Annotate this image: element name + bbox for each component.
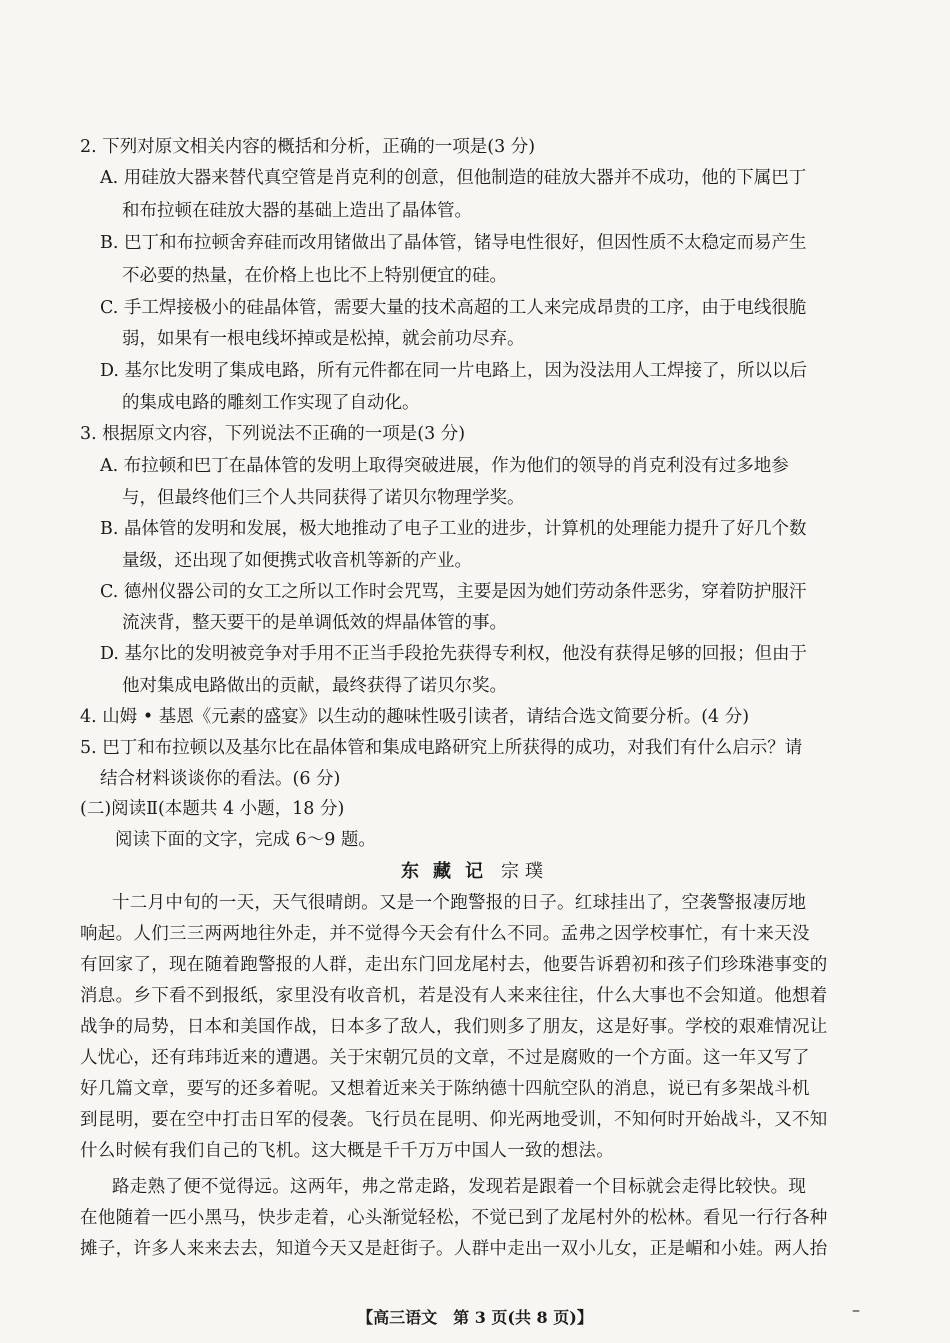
question-2-option-b-cont: 不必要的热量，在价格上也比不上特别便宜的硅。 bbox=[122, 266, 507, 286]
article-para1-line1: 十二月中旬的一天，天气很晴朗。又是一个跑警报的日子。红球挂出了，空袭警报凄厉地 bbox=[112, 893, 807, 913]
article-para2-line3: 摊子，许多人来来去去，知道今天又是赶街子。人群中走出一双小儿女，正是嵋和小娃。两人抬 bbox=[80, 1239, 828, 1259]
question-3-option-d: D. 基尔比的发明被竞争对手用不正当手段抢先获得专利权，他没有获得足够的回报；但由于 bbox=[100, 644, 808, 664]
question-3-option-b-cont: 量级，还出现了如便携式收音机等新的产业。 bbox=[122, 551, 472, 571]
question-5-cont: 结合材料谈谈你的看法。(6 分) bbox=[100, 769, 341, 789]
reading-instruction: 阅读下面的文字，完成 6～9 题。 bbox=[115, 830, 376, 850]
question-5: 5. 巴丁和布拉顿以及基尔比在晶体管和集成电路研究上所获得的成功，对我们有什么启示？请 bbox=[80, 738, 803, 758]
article-para2-line1: 路走熟了便不觉得远。这两年，弗之常走路，发现若是跟着一个目标就会走得比较快。现 bbox=[112, 1177, 807, 1197]
question-2-option-b: B. 巴丁和布拉顿舍弃硅而改用锗做出了晶体管，锗导电性很好，但因性质不太稳定而易产生 bbox=[100, 233, 807, 253]
question-3-option-c-cont: 流浃背，整天要干的是单调低效的焊晶体管的事。 bbox=[122, 613, 507, 633]
question-3-stem: 3. 根据原文内容，下列说法不正确的一项是(3 分) bbox=[80, 424, 466, 444]
question-4: 4. 山姆 • 基恩《元素的盛宴》以生动的趣味性吸引读者，请结合选文简要分析。(4 分) bbox=[80, 707, 750, 727]
question-2-option-a: A. 用硅放大器来替代真空管是肖克利的创意，但他制造的硅放大器并不成功，他的下属巴丁 bbox=[100, 168, 807, 188]
article-para1-line3: 有回家了，现在随着跑警报的人群，走出东门回龙尾村去，他要告诉碧初和孩子们珍珠港事变的 bbox=[80, 955, 828, 975]
article-para1-line9: 什么时候有我们自己的飞机。这大概是千千万万中国人一致的想法。 bbox=[80, 1141, 614, 1161]
article-para1-line7: 好几篇文章，要写的还多着呢。又想着近来关于陈纳德十四航空队的消息，说已有多架战斗机 bbox=[80, 1079, 810, 1099]
question-3-option-a-cont: 与，但最终他们三个人共同获得了诺贝尔物理学奖。 bbox=[122, 488, 525, 508]
article-title-line bbox=[0, 857, 950, 883]
question-3-option-b: B. 晶体管的发明和发展，极大地推动了电子工业的进步，计算机的处理能力提升了好几个数 bbox=[100, 519, 807, 539]
question-3-option-c: C. 德州仪器公司的女工之所以工作时会咒骂，主要是因为她们劳动条件恶劣，穿着防护服汗 bbox=[100, 582, 807, 602]
corner-mark: – bbox=[852, 1300, 860, 1319]
article-para1-line5: 战争的局势，日本和美国作战，日本多了敌人，我们则多了朋友，这是好事。学校的艰难情况让 bbox=[80, 1017, 828, 1037]
article-para1-line4: 消息。乡下看不到报纸，家里没有收音机，若是没有人来来往往，什么大事也不会知道。他想着 bbox=[80, 986, 828, 1006]
article-para1-line8: 到昆明，要在空中打击日军的侵袭。飞行员在昆明、仰光两地受训，不知何时开始战斗，又不知 bbox=[80, 1110, 828, 1130]
question-2-option-d-cont: 的集成电路的雕刻工作实现了自动化。 bbox=[122, 393, 420, 413]
article-para2-line2: 在他随着一匹小黑马，快步走着，心头渐觉轻松，不觉已到了龙尾村外的松林。看见一行行各种 bbox=[80, 1208, 828, 1228]
article-para1-line2: 响起。人们三三两两地往外走，并不觉得今天会有什么不同。孟弗之因学校事忙，有十来天没 bbox=[80, 924, 810, 944]
question-2-stem: 2. 下列对原文相关内容的概括和分析，正确的一项是(3 分) bbox=[80, 137, 536, 157]
page-footer: 【高三语文 第 3 页(共 8 页)】 bbox=[357, 1308, 593, 1327]
question-3-option-a: A. 布拉顿和巴丁在晶体管的发明上取得突破进展，作为他们的领导的肖克利没有过多地参 bbox=[100, 456, 789, 476]
article-para1-line6: 人忧心，还有玮玮近来的遭遇。关于宋朝冗员的文章，不过是腐败的一个方面。这一年又写了 bbox=[80, 1048, 810, 1068]
article-title: 东藏记 bbox=[401, 861, 497, 882]
question-2-option-c-cont: 弱，如果有一根电线坏掉或是松掉，就会前功尽弃。 bbox=[122, 329, 525, 349]
question-3-option-d-cont: 他对集成电路做出的贡献，最终获得了诺贝尔奖。 bbox=[122, 676, 507, 696]
question-2-option-a-cont: 和布拉顿在硅放大器的基础上造出了晶体管。 bbox=[122, 201, 472, 221]
section-heading: (二)阅读Ⅱ(本题共 4 小题，18 分) bbox=[80, 799, 345, 819]
question-2-option-d: D. 基尔比发明了集成电路，所有元件都在同一片电路上，因为没法用人工焊接了，所以以后 bbox=[100, 361, 808, 381]
article-author: 宗璞 bbox=[501, 861, 549, 882]
question-2-option-c: C. 手工焊接极小的硅晶体管，需要大量的技术高超的工人来完成昂贵的工序，由于电线很脆 bbox=[100, 298, 807, 318]
